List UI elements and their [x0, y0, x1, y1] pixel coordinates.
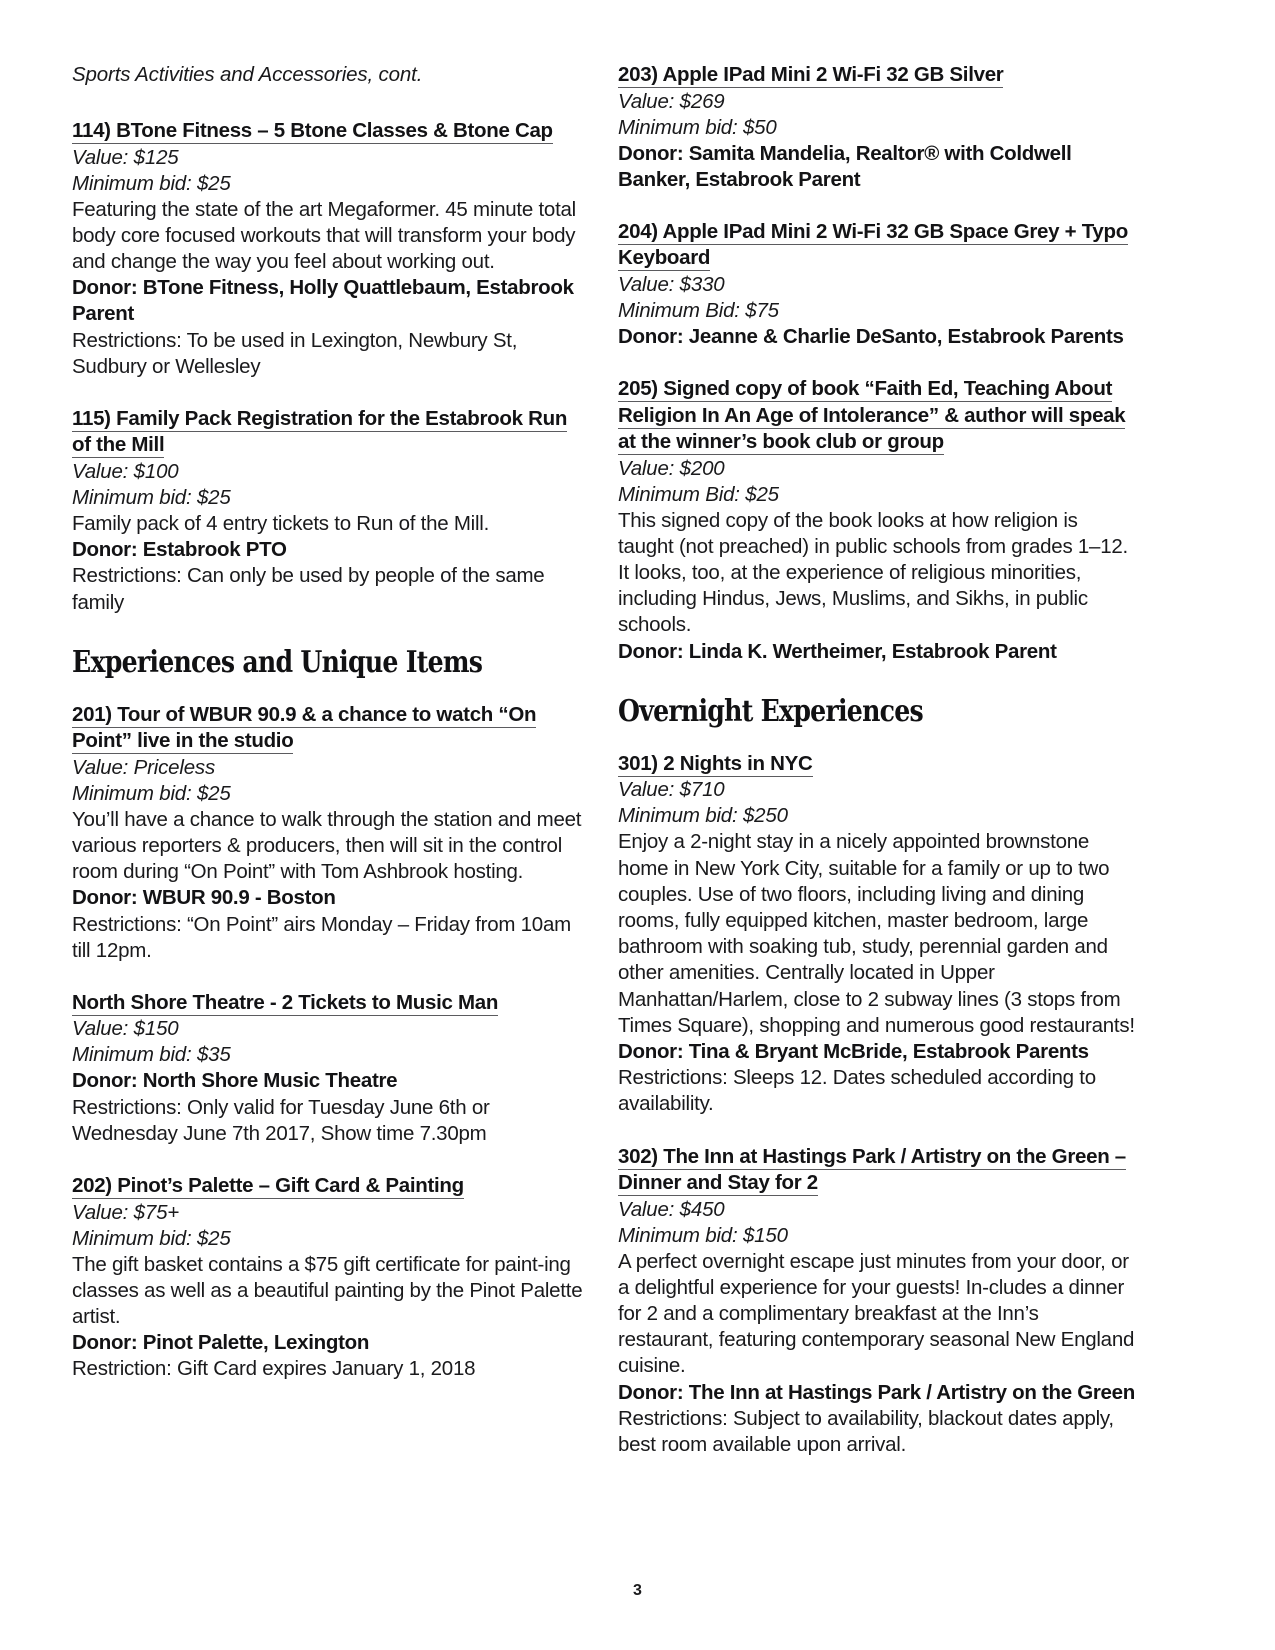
- lot-title: [618, 376, 1136, 456]
- lot-value: Value: $710: [618, 778, 725, 802]
- lot-restrictions: Restrictions: Can only be used by people of the same family: [72, 564, 545, 614]
- lot-value: Value: $200: [618, 456, 725, 480]
- lot-value: Value: $450: [618, 1197, 725, 1221]
- lot-value: Value: $330: [618, 272, 725, 296]
- lot-title-text: 202) Pinot’s Palette – Gift Card & Painting: [72, 1174, 464, 1198]
- right-column: [618, 62, 1136, 1458]
- lot-item: [72, 118, 590, 380]
- lot-title-text: 204) Apple IPad Mini 2 Wi-Fi 32 GB Space Grey + Typo Keyboard: [618, 219, 1128, 270]
- lot-description: Enjoy a 2-night stay in a nicely appointed brownstone home in New York City, suitable for a family or up to two couples. Use of two floors, including living and dining rooms, fully equipped kitchen, master bedroom, large bathroom with soaking tub, study, perennial garden and other amenities. Centrally located in Upper Manhattan/Harlem, close to 2 subway lines (3 stops from Times Square), shopping and numerous good restaurants!: [618, 830, 1135, 1037]
- lot-title: [72, 990, 590, 1017]
- page-number: 3: [633, 1582, 642, 1599]
- lot-title-text: North Shore Theatre - 2 Tickets to Music Man: [72, 990, 499, 1014]
- lot-title: [72, 702, 590, 755]
- lot-donor: Donor: Estabrook PTO: [72, 538, 287, 562]
- lot-donor: Donor: BTone Fitness, Holly Quattlebaum, Estabrook Parent: [72, 276, 574, 326]
- lot-description: Featuring the state of the art Megaformer. 45 minute total body core focused workouts that will transform your body and change the way you feel about working out.: [72, 197, 576, 273]
- lot-minimum-bid: Minimum bid: $25: [72, 171, 231, 195]
- lot-item: [72, 1173, 590, 1383]
- lot-title: [72, 118, 590, 145]
- lot-restrictions: Restriction: Gift Card expires January 1, 2018: [72, 1357, 476, 1381]
- lot-title-text: 115) Family Pack Registration for the Estabrook Run of the Mill: [72, 406, 568, 457]
- lot-item: [72, 990, 590, 1147]
- lot-title: [72, 406, 590, 459]
- lot-minimum-bid: Minimum bid: $150: [618, 1223, 788, 1247]
- lot-title-text: 201) Tour of WBUR 90.9 & a chance to watch “On Point” live in the studio: [72, 702, 537, 753]
- lot-title: [618, 751, 1136, 778]
- lot-item: [618, 376, 1136, 665]
- section-heading-experiences: Experiences and Unique Items: [72, 644, 483, 680]
- lot-title: [618, 219, 1136, 272]
- lot-description: You’ll have a chance to walk through the station and meet various reporters & producers, then will sit in the control room during “On Point” with Tom Ashbrook hosting.: [72, 807, 582, 884]
- lot-title-text: 205) Signed copy of book “Faith Ed, Teaching About Religion In An Age of Intolerance” & author will speak at the winner’s book club or group: [618, 377, 1126, 454]
- lot-minimum-bid: Minimum bid: $25: [72, 1226, 231, 1250]
- lot-item: [618, 62, 1136, 193]
- lot-donor: Donor: Pinot Palette, Lexington: [72, 1331, 370, 1355]
- lot-minimum-bid: Minimum bid: $25: [72, 485, 231, 509]
- lot-description: This signed copy of the book looks at how religion is taught (not preached) in public schools from grades 1–12. It looks, too, at the experience of religious minorities, including Hindus, Jews, Muslims, and Sikhs, in public schools.: [618, 508, 1128, 637]
- lot-minimum-bid: Minimum bid: $25: [72, 781, 231, 805]
- lot-minimum-bid: Minimum bid: $250: [618, 804, 788, 828]
- lot-value: Value: $150: [72, 1017, 179, 1041]
- lot-title: [618, 1144, 1136, 1197]
- lot-minimum-bid: Minimum bid: $35: [72, 1043, 231, 1067]
- lot-donor: Donor: Samita Mandelia, Realtor® with Coldwell Banker, Estabrook Parent: [618, 141, 1072, 191]
- lot-minimum-bid: Minimum bid: $50: [618, 115, 777, 139]
- lot-donor: Donor: WBUR 90.9 - Boston: [72, 886, 336, 910]
- lot-item: [72, 702, 590, 964]
- lot-item: [618, 1144, 1136, 1459]
- lot-restrictions: Restrictions: To be used in Lexington, Newbury St, Sudbury or Wellesley: [72, 328, 518, 378]
- continued-section-note: Sports Activities and Accessories, cont.: [72, 63, 423, 86]
- lot-restrictions: Restrictions: Sleeps 12. Dates scheduled according to availability.: [618, 1066, 1096, 1116]
- lot-title: [618, 62, 1136, 89]
- lot-value: Value: $269: [618, 89, 725, 113]
- lot-minimum-bid: Minimum Bid: $25: [618, 482, 779, 506]
- lot-item: [618, 219, 1136, 350]
- lot-donor: Donor: Linda K. Wertheimer, Estabrook Parent: [618, 639, 1057, 663]
- lot-value: Value: Priceless: [72, 755, 216, 779]
- lot-item: [618, 751, 1136, 1118]
- lot-donor: Donor: North Shore Music Theatre: [72, 1069, 398, 1093]
- lot-value: Value: $100: [72, 459, 179, 483]
- lot-restrictions: Restrictions: Subject to availability, blackout dates apply, best room available upon arrival.: [618, 1406, 1114, 1456]
- left-column: [72, 62, 590, 1383]
- lot-title: [72, 1173, 590, 1200]
- lot-description: The gift basket contains a $75 gift certificate for paint-ing classes as well as a beautiful painting by the Pinot Palette artist.: [72, 1252, 583, 1328]
- lot-restrictions: Restrictions: Only valid for Tuesday June 6th or Wednesday June 7th 2017, Show time 7.30pm: [72, 1095, 490, 1145]
- lot-donor: Donor: The Inn at Hastings Park / Artistry on the Green: [618, 1380, 1135, 1404]
- lot-item: [72, 406, 590, 616]
- lot-restrictions: Restrictions: “On Point” airs Monday – Friday from 10am till 12pm.: [72, 912, 571, 962]
- lot-title-text: 114) BTone Fitness – 5 Btone Classes & Btone Cap: [72, 119, 553, 142]
- lot-donor: Donor: Jeanne & Charlie DeSanto, Estabrook Parents: [618, 324, 1124, 348]
- lot-title-text: 203) Apple IPad Mini 2 Wi-Fi 32 GB Silver: [618, 63, 1004, 86]
- lot-description: Family pack of 4 entry tickets to Run of the Mill.: [72, 511, 490, 535]
- lot-description: A perfect overnight escape just minutes from your door, or a delightful experience for your guests! In-cludes a dinner for 2 and a complimentary breakfast at the Inn’s restaurant, featuring contemporary seasonal New England cuisine.: [618, 1249, 1135, 1378]
- lot-title-text: 301) 2 Nights in NYC: [618, 751, 813, 775]
- two-column-layout: [72, 62, 1203, 1458]
- lot-value: Value: $75+: [72, 1200, 180, 1224]
- lot-value: Value: $125: [72, 145, 179, 169]
- lot-donor: Donor: Tina & Bryant McBride, Estabrook Parents: [618, 1039, 1089, 1063]
- lot-title-text: 302) The Inn at Hastings Park / Artistry on the Green – Dinner and Stay for 2: [618, 1144, 1126, 1195]
- section-heading-overnight: Overnight Experiences: [618, 693, 923, 729]
- lot-minimum-bid: Minimum Bid: $75: [618, 298, 779, 322]
